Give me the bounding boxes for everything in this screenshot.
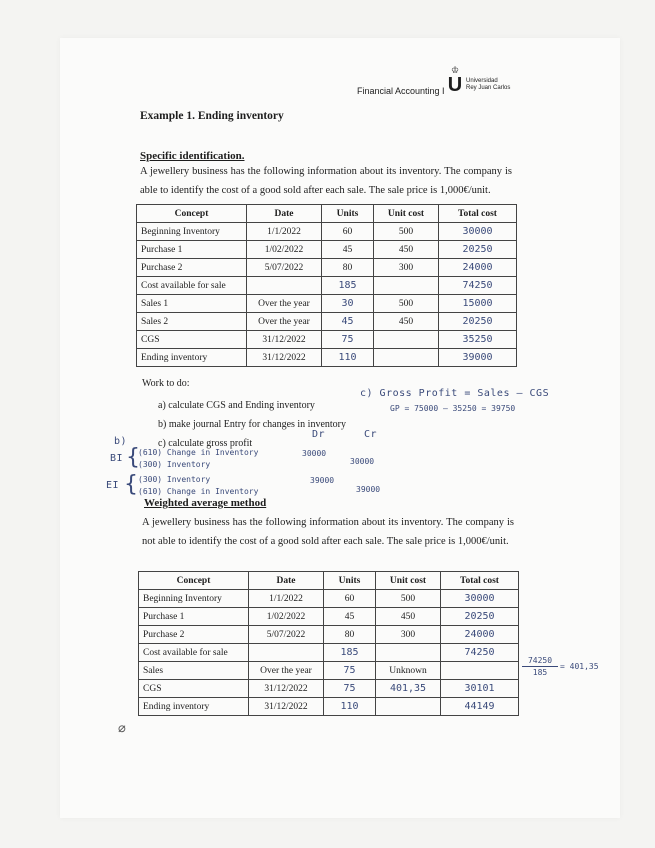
column-header: Date bbox=[247, 205, 322, 223]
cell-total: 39000 bbox=[439, 349, 517, 367]
cell-units: 110 bbox=[322, 349, 374, 367]
university-line-1: Universidad bbox=[466, 78, 498, 84]
cell-date: 31/12/2022 bbox=[249, 698, 324, 716]
cell-concept: Purchase 2 bbox=[139, 626, 249, 644]
table-row bbox=[137, 313, 517, 331]
cell-unit-cost bbox=[374, 277, 439, 295]
cell-total: 44149 bbox=[441, 698, 519, 716]
cell-unit-cost: Unknown bbox=[376, 662, 441, 680]
cell-concept: Purchase 2 bbox=[137, 259, 247, 277]
table-row bbox=[139, 626, 519, 644]
cell-unit-cost bbox=[374, 349, 439, 367]
handwritten-credit-header: Cr bbox=[364, 429, 378, 440]
cell-unit-cost: 500 bbox=[376, 590, 441, 608]
cell-concept: Ending inventory bbox=[137, 349, 247, 367]
table-header-row bbox=[139, 572, 519, 590]
handwritten-ei-credit: 39000 bbox=[356, 485, 381, 494]
cell-concept: Sales 1 bbox=[137, 295, 247, 313]
cell-concept: Sales 2 bbox=[137, 313, 247, 331]
column-header: Units bbox=[324, 572, 376, 590]
cell-total: 24000 bbox=[441, 626, 519, 644]
cell-date: 1/1/2022 bbox=[247, 223, 322, 241]
cell-units: 75 bbox=[324, 662, 376, 680]
handwritten-ei-label: EI bbox=[106, 480, 120, 491]
cell-unit-cost: 300 bbox=[376, 626, 441, 644]
cell-date: 5/07/2022 bbox=[249, 626, 324, 644]
cell-units: 45 bbox=[324, 608, 376, 626]
cell-total: 15000 bbox=[439, 295, 517, 313]
cell-concept: Ending inventory bbox=[139, 698, 249, 716]
table-row bbox=[139, 590, 519, 608]
handwritten-average-cost-fraction bbox=[522, 656, 558, 677]
university-line-2: Rey Juan Carlos bbox=[466, 85, 511, 91]
column-header: Date bbox=[249, 572, 324, 590]
cell-date: Over the year bbox=[249, 662, 324, 680]
cell-date bbox=[247, 277, 322, 295]
cell-units: 110 bbox=[324, 698, 376, 716]
cell-units: 75 bbox=[322, 331, 374, 349]
brace-icon: { bbox=[124, 472, 138, 497]
handwritten-average-cost-result: = 401,35 bbox=[560, 662, 599, 671]
page-title: Example 1. Ending inventory bbox=[140, 110, 284, 122]
cell-total: 35250 bbox=[439, 331, 517, 349]
handwritten-bi-credit: 30000 bbox=[350, 457, 375, 466]
cell-total: 30101 bbox=[441, 680, 519, 698]
task-a: a) calculate CGS and Ending inventory bbox=[158, 400, 315, 411]
cell-units: 185 bbox=[322, 277, 374, 295]
table-row bbox=[137, 241, 517, 259]
handwritten-gross-profit-calc: GP = 75000 – 35250 = 39750 bbox=[390, 404, 516, 413]
inventory-table-weighted bbox=[138, 571, 519, 716]
section-paragraph-specific: A jewellery business has the following information about its inventory. The company is able to identify the cost of a good sold after each sale. The sale price is 1,000€/unit. bbox=[140, 166, 512, 196]
cell-date: 5/07/2022 bbox=[247, 259, 322, 277]
task-c: c) calculate gross profit bbox=[158, 438, 253, 449]
section-paragraph-weighted: A jewellery business has the following information about its inventory. The company is not able to identify the cost of a good sold after each sale. The sale price is 1,000€/unit. bbox=[142, 517, 514, 547]
column-header: Total cost bbox=[441, 572, 519, 590]
course-name: Financial Accounting I bbox=[357, 86, 445, 96]
fraction-numerator: 74250 bbox=[527, 656, 553, 665]
university-name bbox=[466, 78, 510, 92]
cell-total: 24000 bbox=[439, 259, 517, 277]
document-page bbox=[60, 38, 620, 818]
cell-units: 80 bbox=[324, 626, 376, 644]
table-row bbox=[137, 349, 517, 367]
handwritten-ei-line1: (300) Inventory bbox=[138, 475, 211, 484]
handwritten-ei-debit: 39000 bbox=[310, 476, 335, 485]
work-heading: Work to do: bbox=[142, 378, 190, 389]
cell-unit-cost: 500 bbox=[374, 223, 439, 241]
handwritten-debit-header: Dr bbox=[312, 429, 326, 440]
fraction-bar bbox=[522, 666, 558, 667]
table-row bbox=[139, 662, 519, 680]
cell-date bbox=[249, 644, 324, 662]
column-header: Concept bbox=[137, 205, 247, 223]
brace-icon: { bbox=[126, 445, 140, 470]
cell-unit-cost: 401,35 bbox=[376, 680, 441, 698]
cell-units: 75 bbox=[324, 680, 376, 698]
cell-date: 1/02/2022 bbox=[249, 608, 324, 626]
table-row bbox=[137, 295, 517, 313]
table-row bbox=[137, 277, 517, 295]
cell-unit-cost bbox=[374, 331, 439, 349]
cell-unit-cost: 450 bbox=[376, 608, 441, 626]
handwritten-bi-label: BI bbox=[110, 453, 124, 464]
column-header: Unit cost bbox=[374, 205, 439, 223]
cell-units: 185 bbox=[324, 644, 376, 662]
cell-total: 20250 bbox=[439, 241, 517, 259]
table-row bbox=[137, 223, 517, 241]
table-row bbox=[137, 331, 517, 349]
column-header: Units bbox=[322, 205, 374, 223]
cell-concept: Beginning Inventory bbox=[137, 223, 247, 241]
column-header: Total cost bbox=[439, 205, 517, 223]
column-header: Unit cost bbox=[376, 572, 441, 590]
table-row bbox=[137, 259, 517, 277]
cell-total bbox=[441, 662, 519, 680]
cell-unit-cost: 500 bbox=[374, 295, 439, 313]
table-row bbox=[139, 698, 519, 716]
cell-total: 20250 bbox=[441, 608, 519, 626]
fraction-denominator: 185 bbox=[532, 668, 548, 677]
cell-unit-cost bbox=[376, 644, 441, 662]
column-header: Concept bbox=[139, 572, 249, 590]
logo-letter-icon: U bbox=[447, 74, 463, 96]
cell-total: 74250 bbox=[439, 277, 517, 295]
cell-total: 30000 bbox=[441, 590, 519, 608]
cell-date: Over the year bbox=[247, 295, 322, 313]
handwritten-ei-line2: (610) Change in Inventory bbox=[138, 487, 259, 496]
cell-units: 80 bbox=[322, 259, 374, 277]
cell-units: 30 bbox=[322, 295, 374, 313]
cell-total: 20250 bbox=[439, 313, 517, 331]
cell-date: 31/12/2022 bbox=[247, 331, 322, 349]
cell-unit-cost: 450 bbox=[374, 313, 439, 331]
cell-concept: Purchase 1 bbox=[139, 608, 249, 626]
table-row bbox=[139, 644, 519, 662]
cell-concept: Beginning Inventory bbox=[139, 590, 249, 608]
crown-icon: ♔ bbox=[450, 65, 460, 75]
cell-date: 31/12/2022 bbox=[249, 680, 324, 698]
handwritten-bi-line1: (610) Change in Inventory bbox=[138, 448, 259, 457]
cell-concept: CGS bbox=[137, 331, 247, 349]
handwritten-b-label: b) bbox=[114, 436, 128, 447]
cell-units: 60 bbox=[322, 223, 374, 241]
handwritten-bi-line2: (300) Inventory bbox=[138, 460, 211, 469]
cell-date: Over the year bbox=[247, 313, 322, 331]
cell-date: 31/12/2022 bbox=[247, 349, 322, 367]
cell-unit-cost: 300 bbox=[374, 259, 439, 277]
cell-concept: Cost available for sale bbox=[139, 644, 249, 662]
cell-units: 45 bbox=[322, 241, 374, 259]
table-header-row bbox=[137, 205, 517, 223]
table-row bbox=[139, 680, 519, 698]
section-heading-weighted: Weighted average method bbox=[144, 497, 267, 509]
table-row bbox=[139, 608, 519, 626]
section-heading-specific: Specific identification. bbox=[140, 150, 245, 162]
cell-unit-cost bbox=[376, 698, 441, 716]
inventory-table-specific bbox=[136, 204, 517, 367]
cell-concept: Sales bbox=[139, 662, 249, 680]
university-logo bbox=[445, 66, 465, 95]
cell-concept: Purchase 1 bbox=[137, 241, 247, 259]
cell-total: 30000 bbox=[439, 223, 517, 241]
cell-concept: CGS bbox=[139, 680, 249, 698]
cell-date: 1/1/2022 bbox=[249, 590, 324, 608]
handwritten-bi-debit: 30000 bbox=[302, 449, 327, 458]
cell-date: 1/02/2022 bbox=[247, 241, 322, 259]
handwritten-gross-profit-formula: c) Gross Profit = Sales – CGS bbox=[360, 388, 550, 399]
pen-mark-icon: ⌀ bbox=[118, 720, 126, 735]
cell-total: 74250 bbox=[441, 644, 519, 662]
cell-concept: Cost available for sale bbox=[137, 277, 247, 295]
cell-unit-cost: 450 bbox=[374, 241, 439, 259]
cell-units: 45 bbox=[322, 313, 374, 331]
cell-units: 60 bbox=[324, 590, 376, 608]
task-b: b) make journal Entry for changes in inventory bbox=[158, 419, 346, 430]
